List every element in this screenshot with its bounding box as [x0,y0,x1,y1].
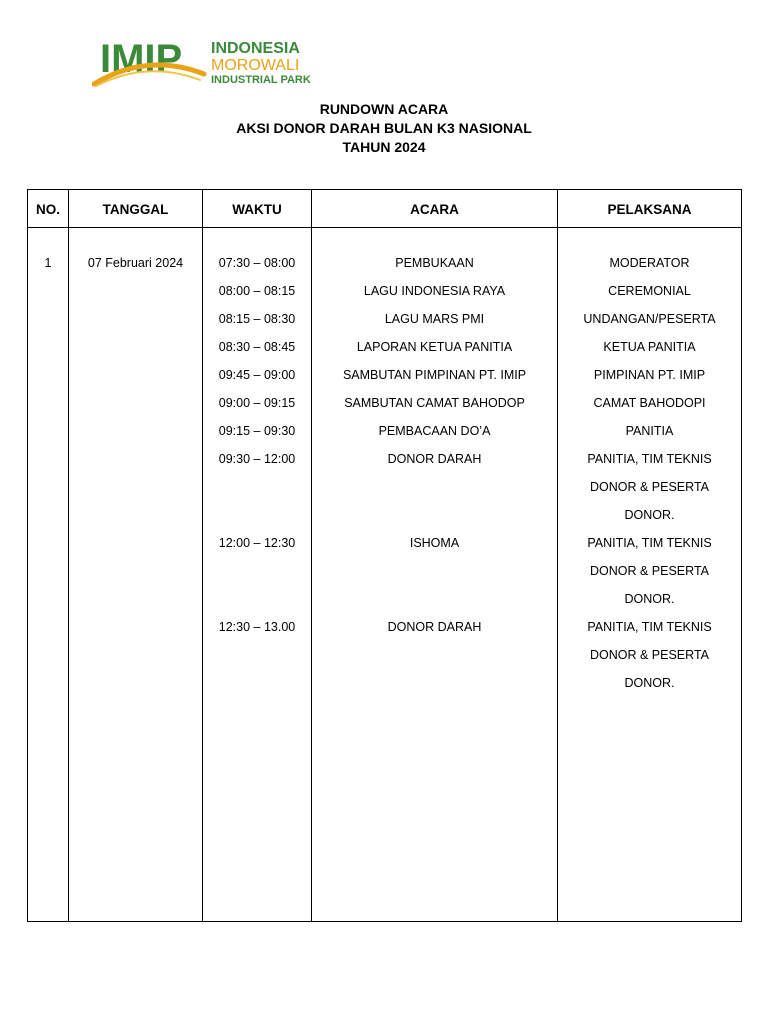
cell-waktu: 08:30 – 08:45 [218,340,296,354]
cell-waktu: 09:45 – 09:00 [218,368,296,382]
cell-tanggal: 07 Februari 2024 [87,256,184,270]
header-acara: ACARA [410,202,459,217]
header-divider [28,227,741,228]
cell-pelaksana: DONOR. [624,676,675,690]
cell-pelaksana: DONOR. [624,592,675,606]
cell-pelaksana: PANITIA, TIM TEKNIS [587,620,712,634]
cell-acara: SAMBUTAN PIMPINAN PT. IMIP [342,368,527,382]
column-divider [311,190,312,921]
cell-waktu: 07:30 – 08:00 [218,256,296,270]
company-logo [92,38,332,90]
cell-waktu: 08:15 – 08:30 [218,312,296,326]
cell-acara: LAGU INDONESIA RAYA [363,284,506,298]
cell-waktu: 09:15 – 09:30 [218,424,296,438]
logo-line-indonesia: INDONESIA [211,40,300,57]
cell-waktu: 12:30 – 13.00 [218,620,296,634]
cell-acara: DONOR DARAH [387,620,482,634]
cell-pelaksana: DONOR. [624,508,675,522]
cell-acara: LAGU MARS PMI [384,312,485,326]
cell-no: 1 [44,256,52,270]
title-line-1: RUNDOWN ACARA [319,101,449,117]
cell-pelaksana: CEREMONIAL [608,284,691,298]
logo-line-industrial-park: INDUSTRIAL PARK [211,74,311,86]
cell-acara: SAMBUTAN CAMAT BAHODOP [344,396,525,410]
cell-acara: ISHOMA [409,536,460,550]
title-line-3: TAHUN 2024 [342,139,426,155]
cell-pelaksana: DONOR & PESERTA [589,564,709,578]
header-tanggal: TANGGAL [102,202,169,217]
cell-pelaksana: PANITIA [625,424,674,438]
logo-wordmark [211,40,341,86]
title-line-2: AKSI DONOR DARAH BULAN K3 NASIONAL [236,120,532,136]
cell-waktu: 12:00 – 12:30 [218,536,296,550]
cell-acara: DONOR DARAH [387,452,482,466]
cell-pelaksana: PANITIA, TIM TEKNIS [587,536,712,550]
cell-waktu: 09:00 – 09:15 [218,396,296,410]
cell-pelaksana: CAMAT BAHODOPI [593,396,706,410]
cell-acara: PEMBUKAAN [395,256,474,270]
rundown-table [27,189,742,922]
cell-pelaksana: DONOR & PESERTA [589,648,709,662]
document-title [0,100,768,157]
logo-mark-text: IMIP [100,38,183,81]
cell-acara: LAPORAN KETUA PANITIA [356,340,513,354]
cell-pelaksana: UNDANGAN/PESERTA [583,312,716,326]
cell-waktu: 08:00 – 08:15 [218,284,296,298]
cell-pelaksana: PIMPINAN PT. IMIP [593,368,706,382]
logo-line-morowali: MOROWALI [211,57,300,74]
cell-pelaksana: PANITIA, TIM TEKNIS [587,452,712,466]
cell-pelaksana: DONOR & PESERTA [589,480,709,494]
header-waktu: WAKTU [232,202,282,217]
cell-pelaksana: MODERATOR [609,256,690,270]
column-divider [202,190,203,921]
header-pelaksana: PELAKSANA [607,202,692,217]
imip-logo-mark [92,38,212,90]
cell-pelaksana: KETUA PANITIA [603,340,696,354]
column-divider [68,190,69,921]
column-divider [557,190,558,921]
cell-waktu: 09:30 – 12:00 [218,452,296,466]
header-no: NO. [35,202,60,217]
cell-acara: PEMBACAAN DO’A [378,424,491,438]
